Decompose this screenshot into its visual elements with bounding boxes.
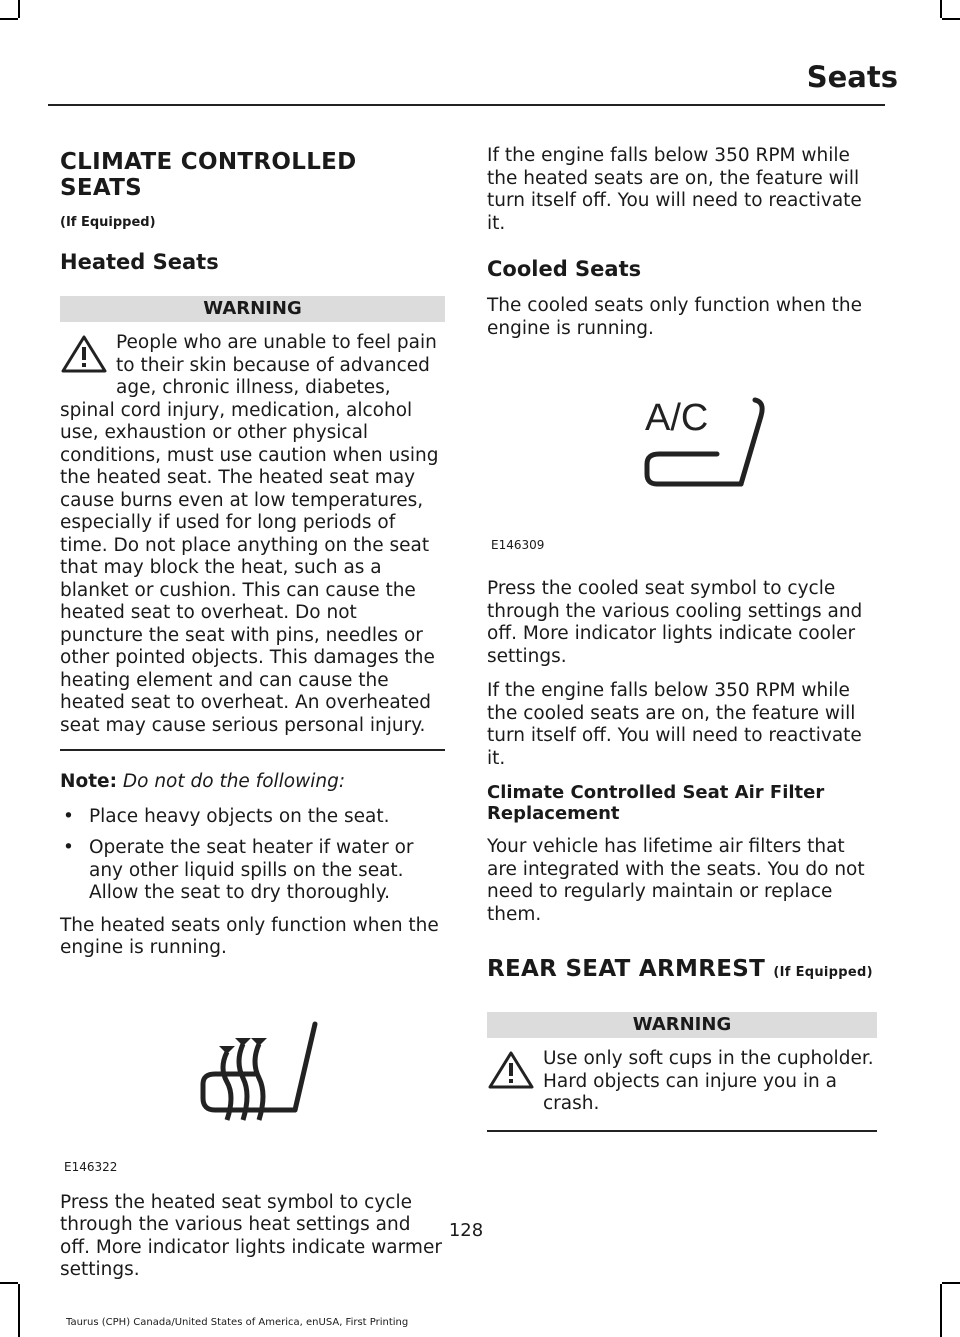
warning-text: Use only soft cups in the cupholder. Hard objects can injure you in a crash.: [543, 1048, 874, 1114]
figure-code: E146309: [491, 538, 545, 552]
heated-press-text: Press the heated seat symbol to cycle through the various heat settings and off. More indicator lights indicate warmer settings.: [60, 1191, 442, 1280]
warning-triangle-icon: [487, 1050, 535, 1090]
armrest-heading: REAR SEAT ARMREST (If Equipped): [487, 956, 873, 982]
warning-triangle-icon: [60, 334, 108, 374]
crop-mark: [940, 0, 942, 18]
crop-mark: [18, 1284, 20, 1337]
armrest-if-equipped: (If Equipped): [773, 965, 873, 980]
cooled-rpm-text: If the engine falls below 350 RPM while the cooled seats are on, the feature will turn itself off. You will need to reactivate it.: [487, 680, 862, 769]
cooled-press-text: Press the cooled seat symbol to cycle through the various cooling settings and off. More indicator lights indicate cooler settings.: [487, 578, 863, 667]
note-label: Note:: [60, 771, 117, 792]
heated-seat-icon: [195, 1016, 385, 1126]
heated-seat-figure: [60, 972, 445, 1182]
list-item: • Place heavy objects on the seat.: [63, 805, 390, 827]
list-item: • Operate the seat heater if water or any other liquid spills on the seat. Allow the seat to dry thoroughly.: [63, 837, 414, 903]
right-column: [487, 145, 877, 1132]
heated-seats-heading: Heated Seats: [60, 250, 219, 274]
crop-mark: [942, 1282, 960, 1284]
note-text: Do not do the following:: [122, 771, 346, 792]
if-equipped-tag: (If Equipped): [60, 215, 156, 230]
warning-header: WARNING: [60, 296, 445, 322]
engine-running-text: The heated seats only function when the engine is running.: [60, 914, 439, 958]
note: [60, 771, 445, 794]
bullet-list: [60, 806, 445, 905]
cooled-seat-figure: [487, 340, 877, 560]
warning-box: [487, 1048, 877, 1132]
figure-code: E146322: [64, 1159, 118, 1174]
heated-rpm-text: If the engine falls below 350 RPM while the heated seats are on, the feature will turn itself off. You will need to reactivate it.: [487, 145, 862, 234]
filter-text: Your vehicle has lifetime air filters that are integrated with the seats. You do not need to regularly maintain or replace them.: [487, 836, 865, 925]
cooled-engine-text: The cooled seats only function when the engine is running.: [487, 295, 863, 339]
filter-heading: Climate Controlled Seat Air Filter Replacement: [487, 782, 825, 824]
crop-mark: [940, 1284, 942, 1337]
crop-mark: [0, 1282, 18, 1284]
page-number: 128: [448, 1220, 484, 1241]
crop-mark: [0, 18, 18, 20]
warning-header: WARNING: [487, 1012, 877, 1038]
print-info: Taurus (CPH) Canada/United States of America, enUSA, First Printing: [66, 1317, 409, 1328]
page-title: Seats: [806, 60, 898, 94]
section-title: CLIMATE CONTROLLED SEATS: [60, 149, 357, 201]
cooled-seat-icon: [637, 392, 787, 492]
left-column: [60, 145, 445, 1282]
warning-box: [60, 332, 445, 751]
header-divider: [48, 104, 885, 106]
cooled-seats-heading: Cooled Seats: [487, 257, 642, 281]
ac-label: A/C: [645, 397, 709, 439]
crop-mark: [18, 0, 20, 18]
warning-text: People who are unable to feel pain to their skin because of advanced age, chronic illness, diabetes, spinal cord injury, medication, alcohol use, exhaustion or other physical conditions, must use caution when using the heated seat. The heated seat may cause burns even at low temperatures, especially if used for long periods of time. Do not place anything on the seat that may block the heat, such as a blanket or cushion. This can cause the heated seat to overheat. Do not puncture the seat with pins, needles or other pointed objects. This damages the heating element and can cause the heated seat to overheat. An overheated seat may cause serious personal injury.: [60, 332, 439, 736]
crop-mark: [942, 18, 960, 20]
